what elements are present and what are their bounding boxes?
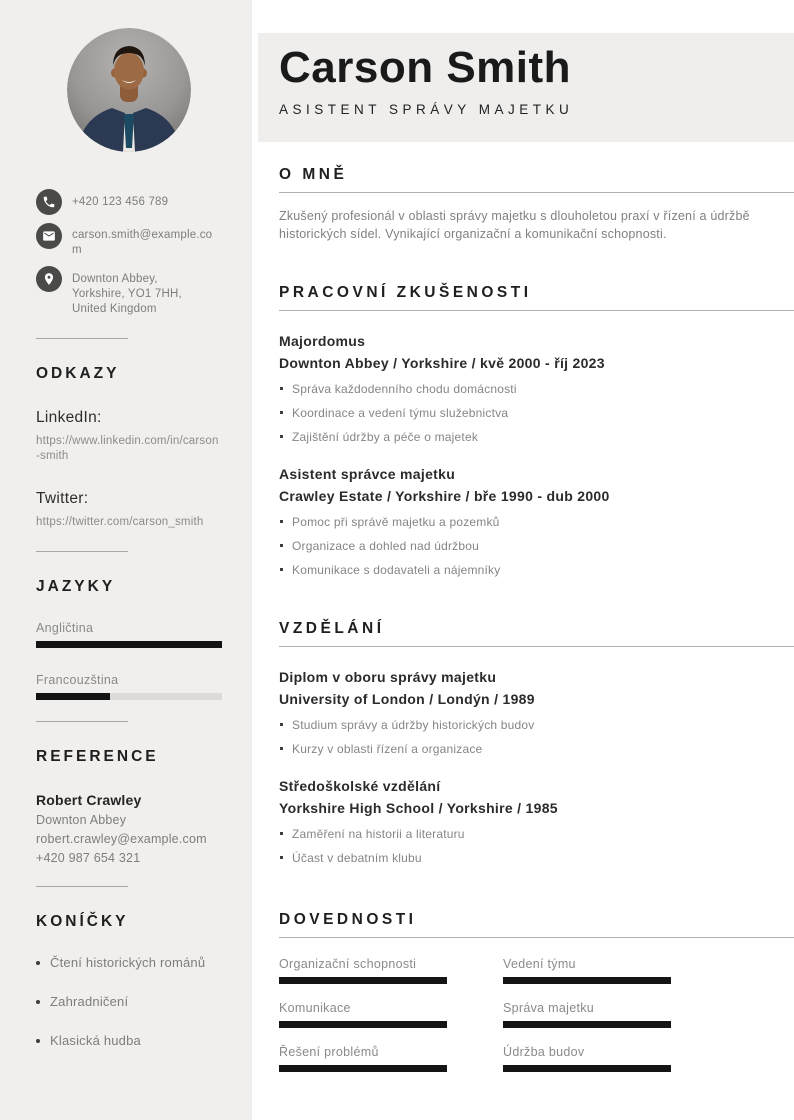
education-entry — [279, 666, 794, 756]
education-degree: Středoškolské vzdělání — [279, 778, 441, 794]
education-bullet: Zaměření na historii a literaturu — [280, 827, 794, 841]
sidebar — [0, 0, 252, 1120]
phone-number: +420 123 456 789 — [72, 196, 169, 208]
job-bullets — [280, 382, 794, 444]
hobbies-section-title: KONÍČKY — [36, 913, 129, 930]
email-address[interactable]: carson.smith@example.com — [72, 229, 213, 256]
education-bullet: Kurzy v oblasti řízení a organizace — [280, 742, 794, 756]
education-bullet: Studium správy a údržby historických budov — [280, 718, 794, 732]
job-role: Majordomus — [279, 333, 366, 349]
language-level-bar — [36, 693, 222, 700]
language-level-fill — [36, 693, 110, 700]
skill-name: Řešení problémů — [279, 1045, 379, 1059]
job-meta: Crawley Estate / Yorkshire / bře 1990 - dub 2000 — [279, 488, 610, 504]
divider — [36, 886, 128, 887]
skill-level-fill — [279, 977, 447, 984]
job-bullet: Správa každodenního chodu domácnosti — [280, 382, 794, 396]
linkedin-url[interactable]: https://www.linkedin.com/in/carson-smith — [36, 435, 219, 462]
skill-level-fill — [279, 1065, 447, 1072]
divider — [36, 551, 128, 552]
contact-section — [36, 189, 222, 317]
education-meta: University of London / Londýn / 1989 — [279, 691, 535, 707]
education-degree: Diplom v oboru správy majetku — [279, 669, 497, 685]
about-text: Zkušený profesionál v oblasti správy majetku s dlouholetou praxí v řízení a údržbě historických sídel. Vynikající organizační a komunikační schopnosti. — [279, 209, 750, 241]
education-bullets — [280, 718, 794, 756]
education-bullets — [280, 827, 794, 865]
links-section-title: ODKAZY — [36, 365, 120, 382]
about-title: O MNĚ — [279, 166, 348, 183]
contact-phone-row — [36, 189, 222, 215]
twitter-url[interactable]: https://twitter.com/carson_smith — [36, 516, 204, 528]
skill-level-fill — [503, 977, 671, 984]
linkedin-label: LinkedIn: — [36, 409, 102, 426]
job-entry — [279, 330, 794, 444]
contact-address-row — [36, 266, 222, 317]
job-bullet: Pomoc při správě majetku a pozemků — [280, 515, 794, 529]
main-column — [258, 0, 794, 1120]
education-title: VZDĚLÁNÍ — [279, 620, 385, 637]
reference-section-title: REFERENCE — [36, 748, 159, 765]
skill-name: Údržba budov — [503, 1045, 585, 1059]
skill-name: Správa majetku — [503, 1001, 595, 1015]
reference-phone: +420 987 654 321 — [36, 851, 141, 865]
profile-photo — [67, 28, 191, 152]
skill-level-bar — [279, 1021, 447, 1028]
skill-item — [279, 1045, 447, 1072]
skill-level-bar — [503, 1021, 671, 1028]
skills-title: DOVEDNOSTI — [279, 911, 417, 928]
skill-level-bar — [503, 977, 671, 984]
reference-email[interactable]: robert.crawley@example.com — [36, 832, 207, 846]
experience-title: PRACOVNÍ ZKUŠENOSTI — [279, 284, 532, 301]
education-section — [258, 620, 794, 865]
contact-email-row — [36, 223, 222, 258]
experience-section — [258, 284, 794, 577]
skill-level-fill — [503, 1065, 671, 1072]
address-line: United Kingdom — [72, 303, 157, 315]
skill-level-bar — [279, 977, 447, 984]
language-level-bar — [36, 641, 222, 648]
skills-grid — [279, 957, 794, 1072]
hobby-item: Klasická hudba — [36, 1033, 222, 1048]
skill-level-fill — [503, 1021, 671, 1028]
language-level-fill — [36, 641, 222, 648]
language-name: Francouzština — [36, 673, 119, 687]
about-section — [258, 166, 794, 243]
skill-item — [279, 957, 447, 984]
skill-item — [503, 957, 671, 984]
skill-level-bar — [279, 1065, 447, 1072]
job-bullet: Organizace a dohled nad údržbou — [280, 539, 794, 553]
job-entry — [279, 463, 794, 577]
section-rule — [279, 937, 794, 938]
skills-section — [258, 911, 794, 1072]
address-line: Yorkshire, YO1 7HH, — [72, 288, 182, 300]
education-meta: Yorkshire High School / Yorkshire / 1985 — [279, 800, 558, 816]
job-bullet: Zajištění údržby a péče o majetek — [280, 430, 794, 444]
postal-address — [72, 266, 182, 317]
skill-name: Vedení týmu — [503, 957, 576, 971]
portrait-image — [67, 28, 191, 152]
hobbies-list — [36, 955, 222, 1048]
divider — [36, 721, 128, 722]
envelope-icon — [36, 223, 62, 249]
person-name: Carson Smith — [279, 43, 572, 92]
education-entry — [279, 775, 794, 865]
job-bullet: Koordinace a vedení týmu služebnictva — [280, 406, 794, 420]
section-rule — [279, 646, 794, 647]
language-item — [36, 673, 222, 700]
languages-section-title: JAZYKY — [36, 578, 116, 595]
skill-item — [503, 1045, 671, 1072]
phone-icon — [36, 189, 62, 215]
header-band — [258, 33, 794, 142]
hobby-item: Zahradničení — [36, 994, 222, 1009]
education-bullet: Účast v debatním klubu — [280, 851, 794, 865]
language-name: Angličtina — [36, 621, 94, 635]
reference-company: Downton Abbey — [36, 813, 127, 827]
section-rule — [279, 310, 794, 311]
skill-name: Komunikace — [279, 1001, 351, 1015]
skill-item — [503, 1001, 671, 1028]
reference-name: Robert Crawley — [36, 792, 142, 808]
link-item-twitter — [36, 490, 222, 530]
hobby-item: Čtení historických románů — [36, 955, 222, 970]
language-item — [36, 621, 222, 648]
skill-name: Organizační schopnosti — [279, 957, 417, 971]
section-rule — [279, 192, 794, 193]
job-bullet: Komunikace s dodavateli a nájemníky — [280, 563, 794, 577]
person-job-title: ASISTENT SPRÁVY MAJETKU — [279, 102, 574, 117]
twitter-label: Twitter: — [36, 490, 89, 507]
address-line: Downton Abbey, — [72, 273, 158, 285]
map-pin-icon — [36, 266, 62, 292]
divider — [36, 338, 128, 339]
skill-level-fill — [279, 1021, 447, 1028]
skill-item — [279, 1001, 447, 1028]
job-meta: Downton Abbey / Yorkshire / kvě 2000 - říj 2023 — [279, 355, 605, 371]
link-item-linkedin — [36, 409, 222, 464]
job-bullets — [280, 515, 794, 577]
job-role: Asistent správce majetku — [279, 466, 456, 482]
skill-level-bar — [503, 1065, 671, 1072]
